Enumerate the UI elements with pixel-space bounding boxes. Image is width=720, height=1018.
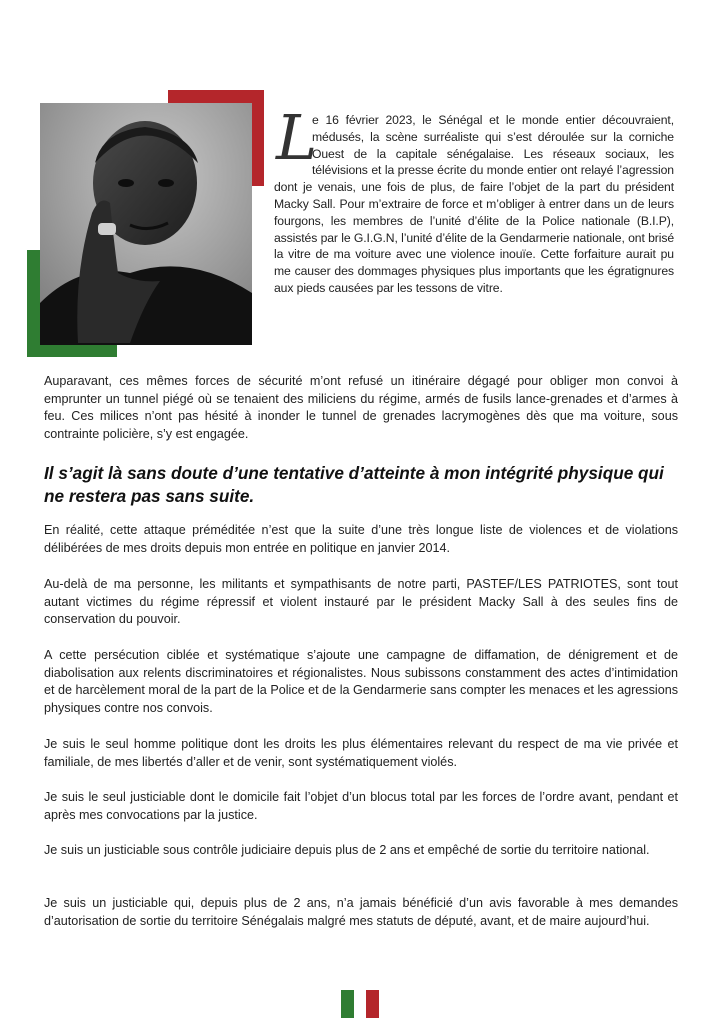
paragraph-3: Au-delà de ma personne, les militants et sympathisants de notre parti, PASTEF/LES PATRIOTES, sont tout autant victimes du régime répressif et violent instauré par le président Macky Sall à des seules fins de conservation du pouvoir. bbox=[44, 577, 678, 626]
portrait-photo bbox=[40, 103, 252, 345]
paragraph-8: Je suis un justiciable qui, depuis plus de 2 ans, n’a jamais bénéficié d’un avis favorable à mes demandes d’autorisation de sortie du territoire Sénégalais malgré mes statuts de député, avant, et de maire aujourd’hui. bbox=[44, 896, 678, 928]
pull-quote: Il s’agit là sans doute d’une tentative d’atteinte à mon intégrité physique qui ne restera pas sans suite. bbox=[44, 463, 664, 506]
paragraph-1: Auparavant, ces mêmes forces de sécurité m’ont refusé un itinéraire dégagé pour obliger mon convoi à emprunter un tunnel piégé où se tenaient des miliciens du régime, armés de fusils lance-grenades et d’armes à feu. Ces milices n’ont pas hésité à inonder le tunnel de grenades lacrymogènes dès que ma voiture, sous contrainte policière, s’y est engagée. bbox=[44, 374, 678, 441]
flag-white-stripe bbox=[354, 990, 367, 1018]
paragraph-5: Je suis le seul homme politique dont les droits les plus élémentaires relevant du respect de ma vie privée et familiale, de mes libertés d’aller et de venir, sont systématiquement violés. bbox=[44, 737, 678, 769]
flag-red-stripe bbox=[366, 990, 379, 1018]
paragraph-6: Je suis le seul justiciable dont le domicile fait l’objet d’un blocus total par les forces de l’ordre avant, pendant et après mes convocations par la justice. bbox=[44, 790, 678, 822]
paragraph-7: Je suis un justiciable sous contrôle judiciaire depuis plus de 2 ans et empêché de sortie du territoire national. bbox=[44, 843, 650, 857]
paragraph-4: A cette persécution ciblée et systématique s’ajoute une campagne de diffamation, de dénigrement et de diabolisation aux relents discriminatoires et régionalistes. Nous subissons constamment des actes d’intimidation et de harcèlement moral de la part de la Police et de la Gendarmerie sans compter les menaces et les agressions physiques contre nos convois. bbox=[44, 648, 678, 715]
drop-cap: L bbox=[276, 101, 318, 174]
paragraph-2: En réalité, cette attaque préméditée n’est que la suite d’une très longue liste de violences et de violations délibérées de mes droits depuis mon entrée en politique en janvier 2014. bbox=[44, 523, 678, 555]
intro-paragraph bbox=[274, 101, 674, 297]
flag-green-stripe bbox=[341, 990, 354, 1018]
intro-text: e 16 février 2023, le Sénégal et le monde entier découvraient, médusés, la scène surréaliste qui s’est déroulée sur la corniche Ouest de la capitale sénégalaise. Les réseaux sociaux, les télévisions et la presse écrite du monde entier ont relayé l’agression dont je venais, une fois de plus, de faire l’objet de la part du président Macky Sall. Pour m’extraire de force et m’obliger à entrer dans un de leurs fourgons, les membres de l’unité d’élite de la Police nationale (B.I.P), assistés par le G.I.G.N, l’unité d’élite de la Gendarmerie nationale, ont brisé la vitre de ma voiture avec une violence inouïe. Cette forfaiture aurait pu me causer des dommages physiques plus importants que les égratignures aux pieds causées par les tessons de vitre. bbox=[274, 113, 674, 295]
footer-flag bbox=[341, 990, 379, 1018]
